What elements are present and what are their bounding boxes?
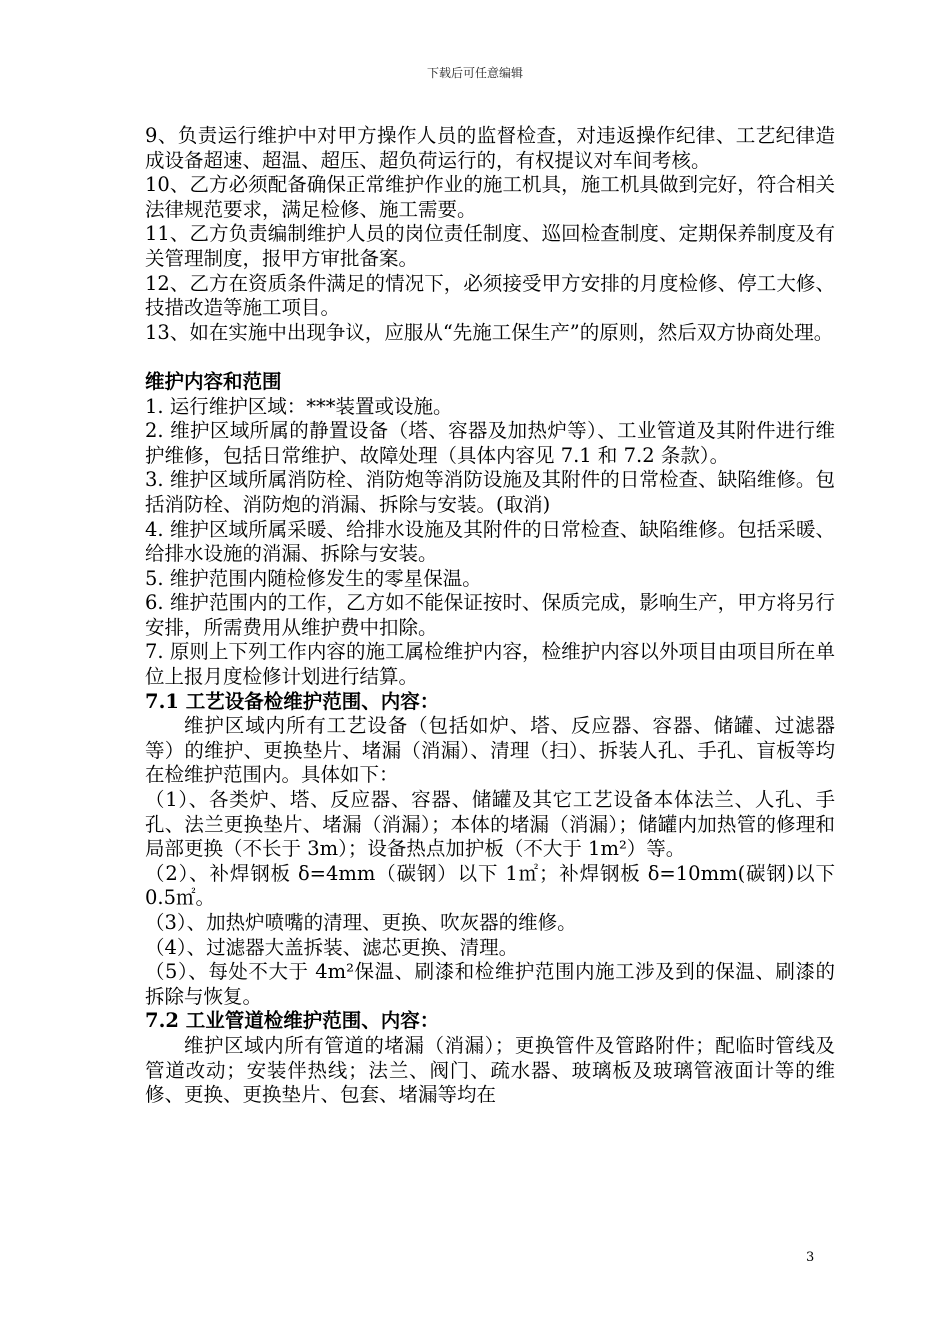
subsection-heading-7-2: 7.2 工业管道检维护范围、内容： <box>145 1009 440 1033</box>
subsection-7-1-intro: 维护区域内所有工艺设备（包括如炉、塔、反应器、容器、储罐、过滤器等）的维护、更换垫片、堵漏（消漏）、清理（扫）、拆装人孔、手孔、盲板等均在检维护范围内。具体如下： <box>145 714 835 787</box>
paragraph-item-13: 13、如在实施中出现争议，应服从“先施工保生产”的原则，然后双方协商处理。 <box>145 320 834 344</box>
scope-item-7: 7. 原则上下列工作内容的施工属检维护内容，检维护内容以外项目由项目所在单位上报月度检修计划进行结算。 <box>145 640 835 689</box>
subsection-7-1-item-3: （3）、加热炉喷嘴的清理、更换、吹灰器的维修。 <box>145 911 577 934</box>
blank-line <box>145 345 835 370</box>
paragraph-item-10: 10、乙方必须配备确保正常维护作业的施工机具，施工机具做到完好，符合相关法律规范要求，满足检修、施工需要。 <box>145 173 835 221</box>
scope-item-3: 3. 维护区域所属消防栓、消防炮等消防设施及其附件的日常检查、缺陷维修。包括消防栓、消防炮的消漏、拆除与安装。(取消) <box>145 468 835 516</box>
paragraph-item-9: 9、负责运行维护中对甲方操作人员的监督检查，对违返操作纪律、工艺纪律造成设备超速、超温、超压、超负荷运行的，有权提议对车间考核。 <box>145 124 835 172</box>
page-number: 3 <box>806 1250 815 1265</box>
scope-item-1: 1. 运行维护区域：***装置或设施。 <box>145 394 453 418</box>
scope-item-4: 4. 维护区域所属采暖、给排水设施及其附件的日常检查、缺陷维修。包括采暖、给排水设施的消漏、拆除与安装。 <box>145 517 835 566</box>
paragraph-item-11: 11、乙方负责编制维护人员的岗位责任制度、巡回检查制度、定期保养制度及有关管理制度，报甲方审批备案。 <box>145 222 835 270</box>
subsection-7-2-intro: 维护区域内所有管道的堵漏（消漏）；更换管件及管路附件；配临时管线及管道改动；安装伴热线；法兰、阀门、疏水器、玻璃板及玻璃管液面计等的维修、更换、更换垫片、包套、堵漏等均在 <box>145 1033 835 1107</box>
document-body <box>145 124 835 1108</box>
scope-item-5: 5. 维护范围内随检修发生的零星保温。 <box>145 566 482 590</box>
paragraph-item-12: 12、乙方在资质条件满足的情况下，必须接受甲方安排的月度检修、停工大修、技措改造等施工项目。 <box>145 271 835 320</box>
subsection-7-1-item-2: （2）、补焊钢板 δ=4mm（碳钢）以下 1㎡；补焊钢板 δ=10mm(碳钢)以下 0.5㎡。 <box>145 861 835 910</box>
subsection-7-1-item-1: （1）、各类炉、塔、反应器、容器、储罐及其它工艺设备本体法兰、人孔、手孔、法兰更换垫片、堵漏（消漏）；本体的堵漏（消漏）；储罐内加热管的修理和局部更换（不长于 3m）；设备热点加护板（不大于 1m²）等。 <box>145 788 835 861</box>
page-header: 下载后可任意编辑 <box>426 66 523 80</box>
subsection-heading-7-1: 7.1 工艺设备检维护范围、内容： <box>145 689 440 713</box>
subsection-7-1-item-5: （5）、每处不大于 4m²保温、刷漆和检维护范围内施工涉及到的保温、刷漆的拆除与恢复。 <box>145 960 835 1008</box>
scope-item-6: 6. 维护范围内的工作，乙方如不能保证按时、保质完成，影响生产，甲方将另行安排，所需费用从维护费中扣除。 <box>145 591 835 639</box>
subsection-7-1-item-4: （4）、过滤器大盖拆装、滤芯更换、清理。 <box>145 935 519 959</box>
section-heading-scope: 维护内容和范围 <box>145 369 282 393</box>
scope-item-2: 2. 维护区域所属的静置设备（塔、容器及加热炉等）、工业管道及其附件进行维护维修，包括日常维护、故障处理（具体内容见 7.1 和 7.2 条款）。 <box>145 419 835 467</box>
